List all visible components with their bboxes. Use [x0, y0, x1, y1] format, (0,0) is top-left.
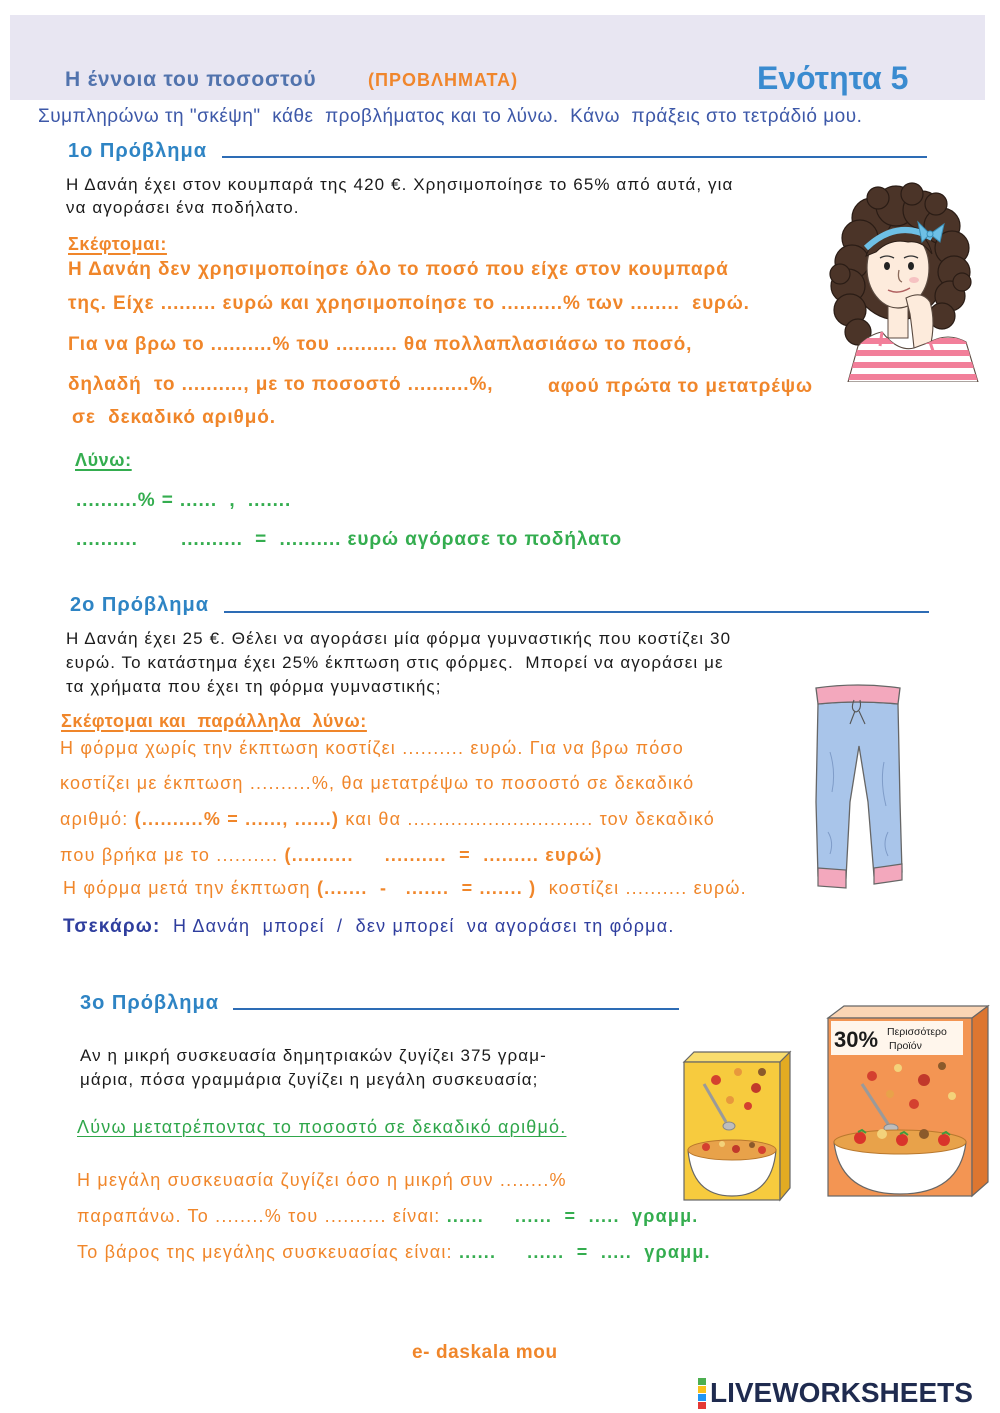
problem2-line-3-conversion: (..........% = ......, ......)	[134, 809, 340, 829]
problem2-check	[63, 917, 675, 936]
problem1-title-rule	[222, 156, 927, 158]
problem3-line-2-calculation: ...... ...... = ..... γραμμ.	[446, 1206, 699, 1226]
problem2-title: 2ο Πρόβλημα	[70, 594, 210, 616]
problem1-think-line-4-end: αφού πρώτα το μετατρέψω	[548, 376, 813, 397]
problem1-solve-line-1: ..........% = ...... , .......	[76, 490, 292, 511]
logo-text: LIVEWORKSHEETS	[710, 1377, 973, 1408]
problem2-check-text: Η Δανάη μπορεί / δεν μπορεί να αγοράσει τη φόρμα.	[160, 916, 675, 936]
problem2-line-4	[60, 846, 603, 864]
logo-square-green	[698, 1378, 706, 1385]
right-eye	[908, 262, 914, 270]
problem2-check-label: Τσεκάρω:	[63, 916, 161, 937]
problem1-statement-line-1: Η Δανάη έχει στον κουμπαρά της 420 €. Χρησιμοποίησε το 65% από αυτά, για	[66, 175, 734, 194]
problem2-line-5-calculation: (....... - ....... = ....... )	[316, 878, 537, 898]
problem2-statement-line-1: Η Δανάη έχει 25 €. Θέλει να αγοράσει μία φόρμα γυμναστικής που κοστίζει 30	[66, 629, 732, 648]
unit-label: Ενότητα 5	[757, 60, 909, 96]
problem3-line-3	[77, 1243, 711, 1261]
worksheet-title: Η έννοια του ποσοστού	[65, 68, 317, 91]
worksheet-subtitle: (ΠΡΟΒΛΗΜΑΤΑ)	[368, 70, 519, 90]
large-box-more-label: Περισσότερο	[887, 1026, 947, 1038]
problem1-think-line-3: Για να βρω το ..........% του .......... θα πολλαπλασιάσω το ποσό,	[68, 334, 693, 355]
problem2-line-4-calculation: (.......... .......... = ......... ευρώ)	[284, 845, 603, 865]
problem2-line-2: κοστίζει με έκπτωση ..........%, θα μετατρέψω το ποσοστό σε δεκαδικό	[60, 773, 695, 793]
problem3-line-1: Η μεγάλη συσκευασία ζυγίζει όσο η μικρή συν ........%	[77, 1170, 567, 1190]
sweatpants-illustration	[810, 682, 906, 898]
cheek	[909, 277, 919, 283]
small-cereal-box	[684, 1052, 790, 1200]
problem1-statement-line-2: να αγοράσει ένα ποδήλατο.	[66, 198, 300, 217]
problem2-statement-line-3: τα χρήματα που έχει τη φόρμα γυμναστικής;	[66, 677, 442, 696]
footer-author: e- daskala mou	[412, 1342, 558, 1363]
instructions: Συμπληρώνω τη "σκέψη" κάθε προβλήματος και το λύνω. Κάνω πράξεις στο τετράδιό μου.	[38, 106, 863, 127]
problem1-title: 1ο Πρόβλημα	[68, 140, 208, 162]
problem3-statement-line-2: μάρια, πόσα γραμμάρια ζυγίζει η μεγάλη συσκευασία;	[80, 1070, 539, 1089]
logo-square-blue	[698, 1394, 706, 1401]
problem1-think-line-4: δηλαδή το .........., με το ποσοστό ..........%,	[68, 374, 494, 395]
problem2-line-5-start: Η φόρμα μετά την έκπτωση	[63, 878, 317, 898]
problem3-line-3-calculation: ...... ...... = ..... γραμμ.	[458, 1242, 711, 1262]
pants-legs	[816, 702, 902, 878]
logo-square-red	[698, 1402, 706, 1409]
problem1-think-line-1: Η Δανάη δεν χρησιμοποίησε όλο το ποσό που είχε στον κουμπαρά	[68, 259, 729, 280]
large-cereal-box	[828, 1006, 988, 1196]
problem2-line-1: Η φόρμα χωρίς την έκπτωση κοστίζει .......... ευρώ. Για να βρω πόσο	[60, 738, 684, 758]
problem3-method: Λύνω μετατρέποντας το ποσοστό σε δεκαδικό αριθμό.	[77, 1117, 567, 1137]
hand	[906, 295, 933, 348]
problem3-line-3-start: Το βάρος της μεγάλης συσκευασίας είναι:	[77, 1242, 459, 1262]
problem3-line-2	[77, 1207, 699, 1225]
girl-illustration	[818, 182, 1000, 382]
problem2-line-5	[63, 879, 747, 897]
right-cuff	[874, 864, 902, 884]
problem1-think-line-5: σε δεκαδικό αριθμό.	[72, 407, 276, 428]
large-box-percent: 30%	[834, 1027, 879, 1052]
problem3-statement-line-1: Αν η μικρή συσκευασία δημητριακών ζυγίζει 375 γραμ-	[80, 1046, 547, 1065]
liveworksheets-logo[interactable]	[698, 1378, 988, 1408]
left-eye	[884, 262, 890, 270]
problem2-statement-line-2: ευρώ. Το κατάστημα έχει 25% έκπτωση στις φόρμες. Μπορεί να αγοράσει με	[66, 653, 724, 672]
problem2-think-label: Σκέφτομαι και παράλληλα λύνω:	[61, 711, 367, 731]
left-cuff	[818, 868, 846, 888]
problem2-title-rule	[224, 611, 929, 613]
pants-waistband	[816, 685, 900, 704]
problem1-think-label: Σκέφτομαι:	[68, 234, 167, 254]
large-box-product-label: Προϊόν	[889, 1040, 922, 1052]
problem2-line-3-end: και θα .............................. τον δεκαδικό	[339, 809, 715, 829]
logo-square-yellow	[698, 1386, 706, 1393]
problem2-line-4-start: που βρήκα με το ..........	[60, 845, 285, 865]
cereal-boxes-illustration	[676, 1000, 994, 1204]
problem3-title: 3ο Πρόβλημα	[80, 992, 220, 1014]
problem1-think-line-2: της. Είχε ......... ευρώ και χρησιμοποίησε το ..........% των ........ ευρώ.	[68, 293, 750, 314]
problem2-line-5-end: κοστίζει .......... ευρώ.	[536, 878, 747, 898]
problem1-solve-line-2: .......... .......... = .......... ευρώ αγόρασε το ποδήλατο	[76, 529, 623, 550]
problem1-solve-label: Λύνω:	[75, 450, 132, 470]
problem2-line-3-start: αριθμό:	[60, 809, 135, 829]
problem3-line-2-start: παραπάνω. Το ........% του .......... είναι:	[77, 1206, 447, 1226]
problem2-line-3	[60, 810, 715, 828]
problem3-title-rule	[233, 1008, 679, 1010]
